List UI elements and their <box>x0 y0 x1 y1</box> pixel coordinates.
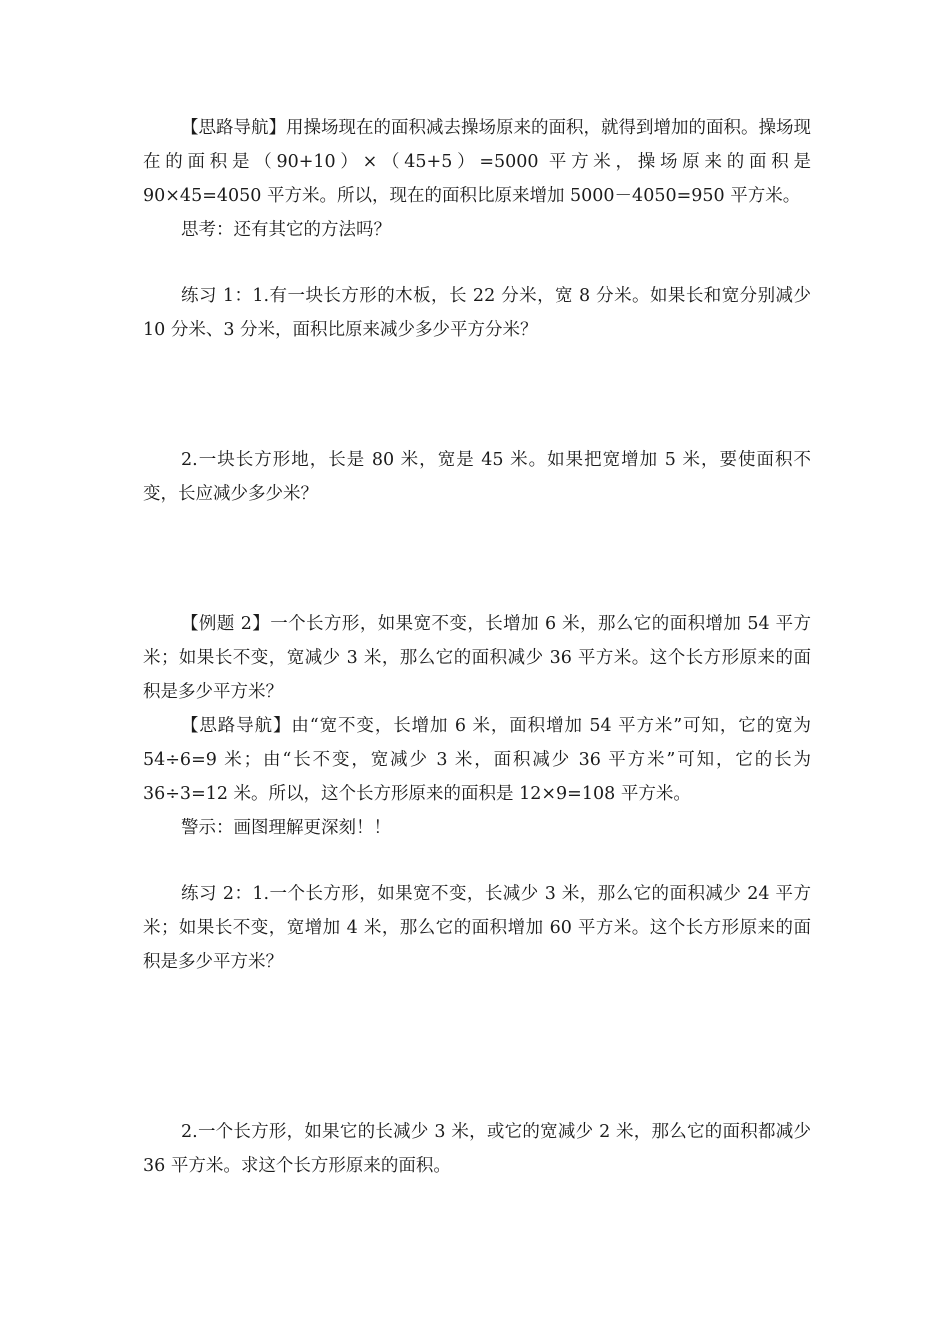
spacer <box>143 247 811 279</box>
practice-1-question-2: 2.一块长方形地，长是 80 米，宽是 45 米。如果把宽增加 5 米，要使面积不变，长应减少多少米？ <box>143 450 811 504</box>
document-body <box>143 111 811 1183</box>
solution-guide-paragraph-2: 【思路导航】由“宽不变，长增加 6 米，面积增加 54 平方米”可知，它的宽为 54÷6=9 米；由“长不变，宽减少 3 米，面积减少 36 平方米”可知，它的长为 36÷3=12 米。所以，这个长方形原来的面积是 12×9=108 平方米。 <box>143 716 811 804</box>
practice-1-question-1: 练习 1：1.有一块长方形的木板，长 22 分米，宽 8 分米。如果长和宽分别减少 10 分米、3 分米，面积比原来减少多少平方分米？ <box>143 286 811 340</box>
spacer <box>143 347 811 443</box>
spacer <box>143 511 811 607</box>
think-prompt-1: 思考：还有其它的方法吗？ <box>181 220 391 240</box>
warning-note-2: 警示：画图理解更深刻！！ <box>181 818 391 838</box>
solution-guide-paragraph-1: 【思路导航】用操场现在的面积减去操场原来的面积，就得到增加的面积。操场现在的面积是（90+10）×（45+5）=5000 平方米，操场原来的面积是 90×45=4050 平方米。所以，现在的面积比原来增加 5000－4050=950 平方米。 <box>143 118 811 206</box>
practice-2-question-2: 2.一个长方形，如果它的长减少 3 米，或它的宽减少 2 米，那么它的面积都减少 36 平方米。求这个长方形原来的面积。 <box>143 1122 811 1176</box>
practice-2-question-1: 练习 2：1.一个长方形，如果宽不变，长减少 3 米，那么它的面积减少 24 平方米；如果长不变，宽增加 4 米，那么它的面积增加 60 平方米。这个长方形原来的面积是多少平方米？ <box>143 884 811 972</box>
spacer <box>143 979 811 1115</box>
spacer <box>143 845 811 877</box>
example-2-paragraph: 【例题 2】一个长方形，如果宽不变，长增加 6 米，那么它的面积增加 54 平方米；如果长不变，宽减少 3 米，那么它的面积减少 36 平方米。这个长方形原来的面积是多少平方米？ <box>143 614 811 702</box>
